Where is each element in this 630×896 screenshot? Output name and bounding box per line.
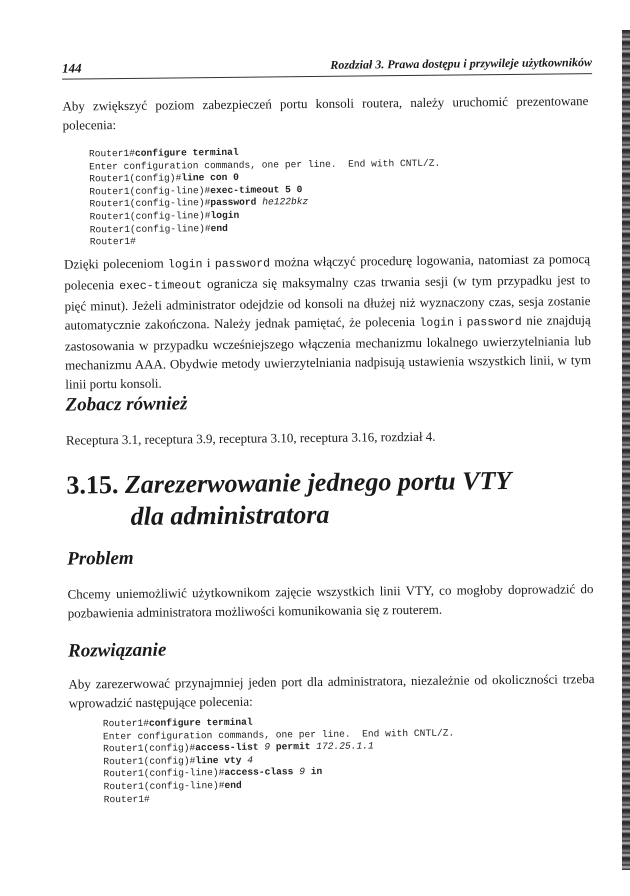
solution-heading: Rozwiązanie: [68, 639, 167, 662]
code-line: Router1(config)#access-list 9 permit 172.25.1.1: [103, 740, 374, 755]
explanation-paragraph: Dzięki poleceniom login i password można włączyć procedurę logowania, natomiast za pomocą polecenia exec-timeout ogranicza się maksymalny czas trwania sesji (w tym przypadku jest to pięć minut). Jeżeli administrator odejdzie od konsoli na dłużej niż wyznaczony czas, sesja zostanie automatycznie zakończona. Należy jednak pamiętać, że polecenia login i password nie znajdują zastosowania w przypadku wcześniejszego włączenia mechanizmu lokalnego uwierzytelniania lub mechanizmu AAA. Obydwie metody uwierzytelniania nadpisują ustawienia wszystkich linii, w tym linii portu konsoli.: [63, 251, 592, 392]
code-line: Router1(config-line)#login: [89, 209, 240, 223]
code-block-console: [89, 145, 441, 249]
solution-text: Aby zarezerwować przynajmniej jeden port dla administratora, niezależnie od okoliczności trzeba wprowadzić następujące polecenia:: [68, 671, 595, 711]
code-line: Router1(config-line)#end: [103, 779, 242, 793]
code-line: Router1#: [103, 793, 150, 805]
code-line: Router1(config)#line vty 4: [103, 754, 254, 768]
code-line: Router1#: [89, 236, 136, 248]
code-line: Router1(config-line)#access-class 9 in: [103, 766, 323, 780]
code-password: password: [214, 257, 271, 272]
section-title-line1: 3.15. Zarezerwowanie jednego portu VTY: [66, 465, 512, 500]
page-header: [62, 53, 592, 80]
intro-paragraph: Aby zwiększyć poziom zabezpieczeń portu konsoli routera, należy uruchomić prezentowane polecenia:: [62, 93, 589, 133]
code-password-2: password: [466, 315, 522, 330]
section-title-line2: dla administratora: [130, 499, 330, 531]
code-line: Router1(config)#line con 0: [89, 171, 239, 185]
code-line: Router1(config-line)#end: [89, 222, 228, 235]
code-line: Enter configuration commands, one per line. End with CNTL/Z.: [102, 727, 455, 742]
code-line: Router1(config-line)#password he122bkz: [89, 196, 309, 210]
code-login-2: login: [419, 316, 455, 330]
code-block-vty: [103, 715, 455, 807]
see-also-text: Receptura 3.1, receptura 3.9, receptura 3.10, receptura 3.16, rozdział 4.: [65, 428, 436, 448]
code-line: Router1#configure terminal: [88, 146, 239, 160]
section-number: 3.15.: [66, 470, 119, 500]
page-number: 144: [61, 60, 82, 76]
see-also-heading: Zobacz również: [65, 393, 188, 416]
running-title: Rozdział 3. Prawa dostępu i przywileje użytkowników: [330, 55, 593, 72]
code-line: Enter configuration commands, one per line. End with CNTL/Z.: [88, 157, 441, 172]
code-line: Router1(config-line)#exec-timeout 5 0: [89, 183, 303, 198]
page-edge-shadow: [622, 30, 630, 870]
code-line: Router1#configure terminal: [102, 716, 253, 730]
code-exec-timeout: exec-timeout: [119, 279, 203, 294]
problem-heading: Problem: [67, 547, 134, 570]
problem-text: Chcemy uniemożliwić użytkownikom zajęcie wszystkich linii VTY, co mogłoby doprowadzić do pozbawienia administratora możliwości komunikowania się z routerem.: [67, 581, 594, 621]
code-login: login: [167, 258, 203, 272]
